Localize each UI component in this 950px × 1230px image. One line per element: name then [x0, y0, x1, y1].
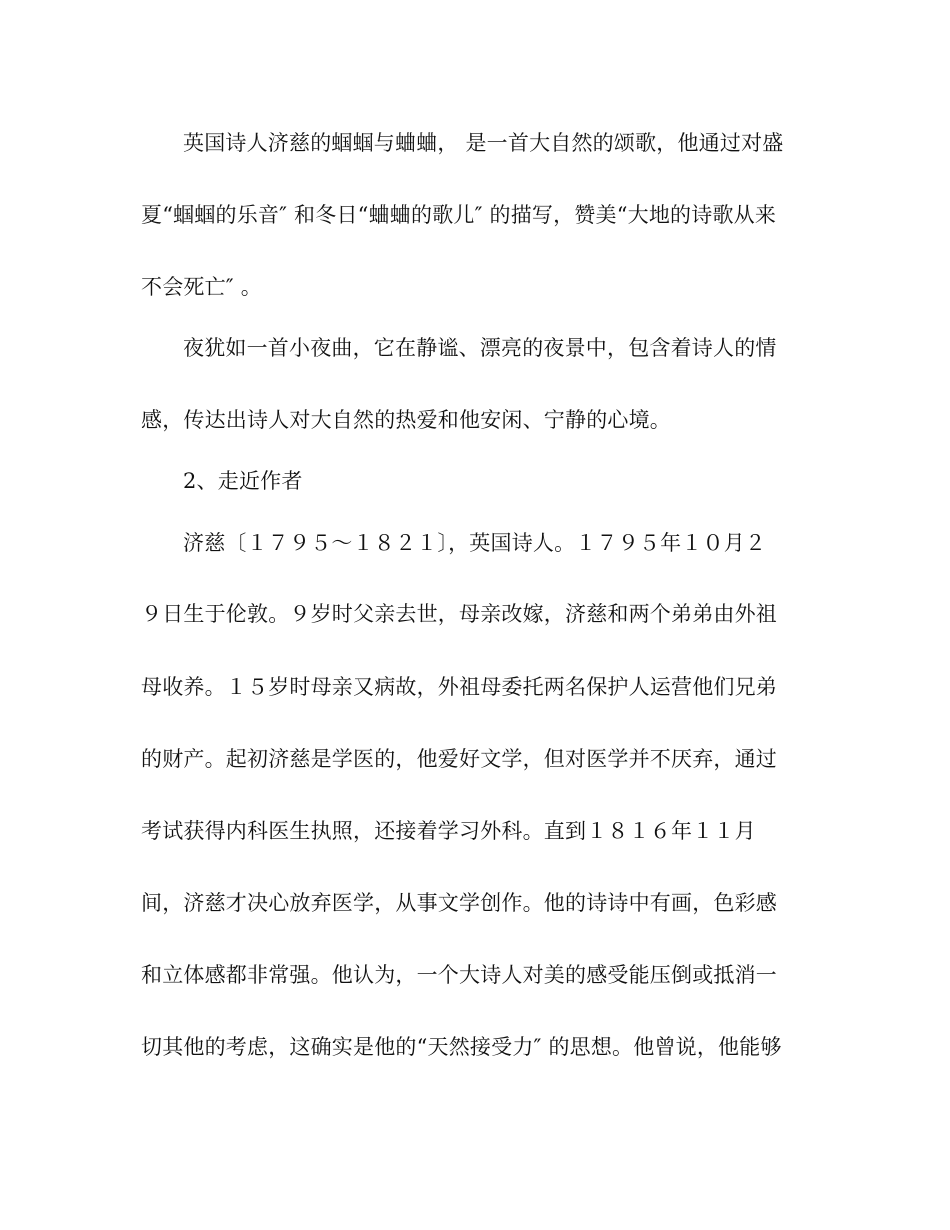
paragraph-3-line-2: ９日生于伦敦。９岁时父亲去世，母亲改嫁，济慈和两个弟弟由外祖	[141, 602, 777, 626]
paragraph-3-line-6: 间，济慈才决心放弃医学，从事文学创作。他的诗诗中有画，色彩感	[141, 891, 777, 915]
paragraph-3-line-5: 考试获得内科医生执照，还接着学习外科。直到１８１６年１１月	[141, 819, 756, 843]
section-heading: 2、走近作者	[183, 469, 303, 493]
paragraph-3-line-7: 和立体感都非常强。他认为，一个大诗人对美的感受能压倒或抵消一	[141, 963, 777, 987]
paragraph-3-line-1: 济慈〔１７９５～１８２１〕，英国诗人。１７９５年１０月２	[183, 531, 767, 555]
paragraph-3-line-8: 切其他的考虑，这确实是他的“天然接受力″ 的思想。他曾说，他能够	[141, 1035, 782, 1059]
paragraph-2-line-2: 感，传达出诗人对大自然的热爱和他安闲、宁静的心境。	[141, 408, 671, 432]
paragraph-1-line-2: 夏“蝈蝈的乐音″ 和冬日“蛐蛐的歌儿″ 的描写，赞美“大地的诗歌从来	[141, 203, 777, 227]
paragraph-2-line-1: 夜犹如一首小夜曲，它在静谧、漂亮的夜景中，包含着诗人的情	[183, 336, 777, 360]
paragraph-1-line-1: 英国诗人济慈的蝈蝈与蛐蛐， 是一首大自然的颂歌，他通过对盛	[183, 131, 784, 155]
paragraph-3-line-3: 母收养。１５岁时母亲又病故，外祖母委托两名保护人运营他们兄弟	[141, 675, 777, 699]
paragraph-3-line-4: 的财产。起初济慈是学医的，他爱好文学，但对医学并不厌弃，通过	[141, 747, 777, 771]
paragraph-1-line-3: 不会死亡″ 。	[141, 275, 262, 299]
